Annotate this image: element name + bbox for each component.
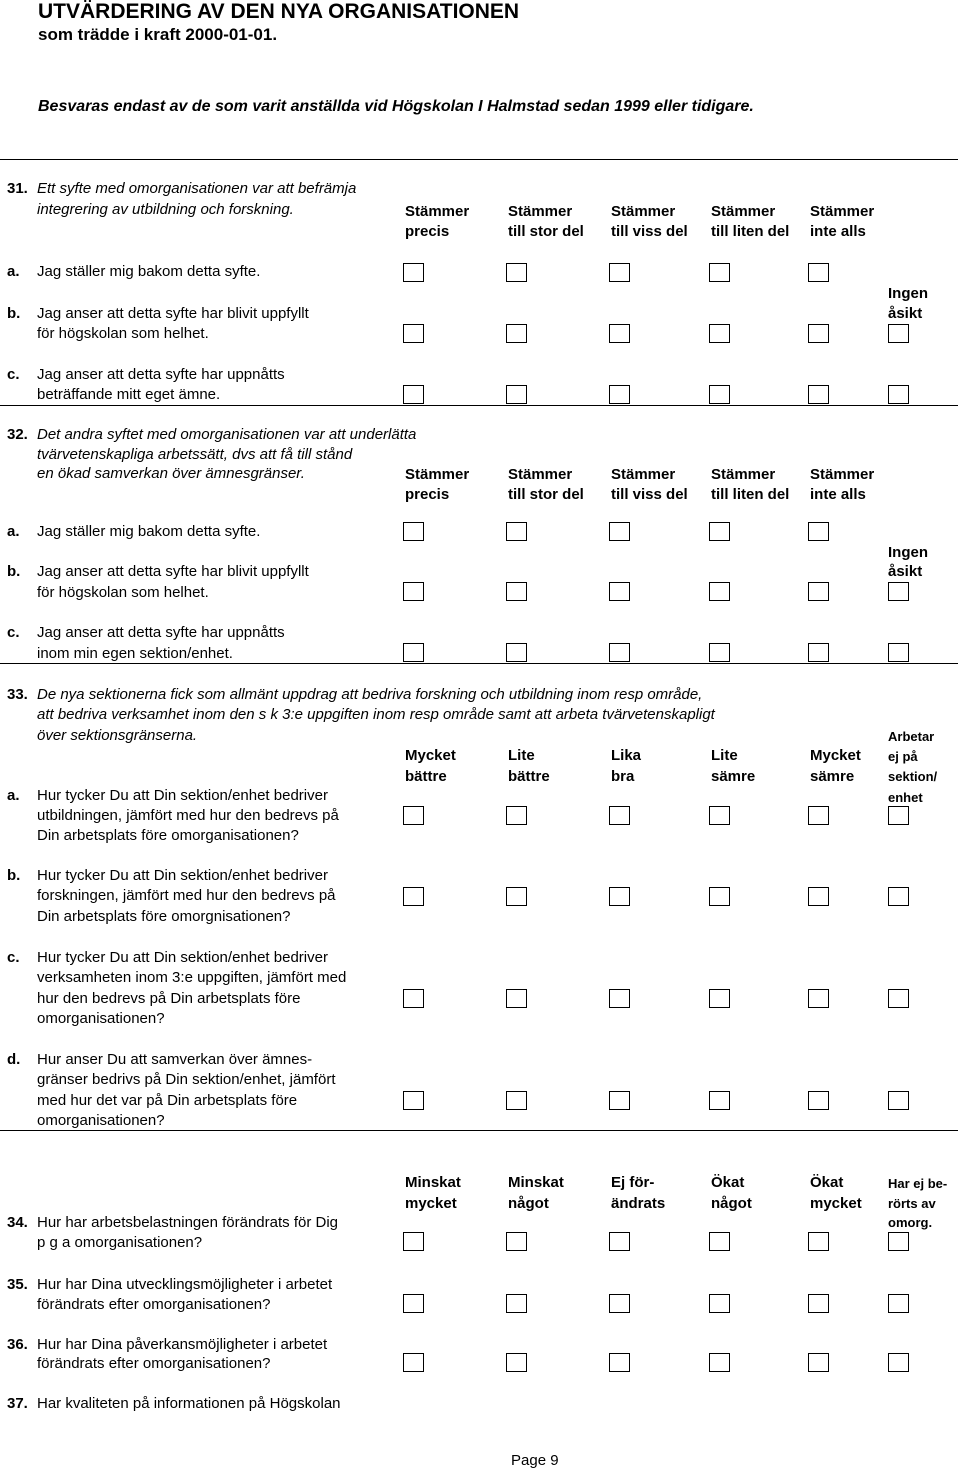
checkbox[interactable] <box>888 1353 909 1372</box>
checkbox[interactable] <box>506 582 527 601</box>
scale-header: inte alls <box>810 223 866 240</box>
checkbox[interactable] <box>609 1232 630 1251</box>
checkbox[interactable] <box>506 1091 527 1110</box>
item-label: c. <box>7 624 20 641</box>
checkbox[interactable] <box>808 582 829 601</box>
question-number: 34. <box>7 1214 28 1231</box>
question-text: Hur har Dina utvecklingsmöjligheter i arbetet <box>37 1276 333 1293</box>
checkbox[interactable] <box>403 582 424 601</box>
extra-header: sektion/ <box>888 769 938 784</box>
scale-header: bra <box>611 768 635 785</box>
item-text: hur den bedrevs på Din arbetsplats före <box>37 990 301 1007</box>
checkbox[interactable] <box>403 1294 424 1313</box>
checkbox[interactable] <box>609 522 630 541</box>
item-text: Jag anser att detta syfte har uppnåtts <box>37 624 285 641</box>
question-text: Ett syfte med omorganisationen var att befrämja <box>37 180 357 197</box>
checkbox[interactable] <box>888 1232 909 1251</box>
checkbox[interactable] <box>403 1091 424 1110</box>
checkbox[interactable] <box>709 324 730 343</box>
scale-header: Stämmer <box>810 203 875 220</box>
checkbox[interactable] <box>808 643 829 662</box>
checkbox[interactable] <box>403 1232 424 1251</box>
checkbox[interactable] <box>808 522 829 541</box>
scale-header: Stämmer <box>810 466 875 483</box>
checkbox[interactable] <box>808 989 829 1008</box>
question-text: Hur har arbetsbelastningen förändrats för Dig <box>37 1214 338 1231</box>
scale-header: Stämmer <box>711 203 776 220</box>
question-number: 36. <box>7 1336 28 1353</box>
scale-header: Minskat <box>508 1174 564 1191</box>
eligibility-notice: Besvaras endast av de som varit anställda vid Högskolan I Halmstad sedan 1999 eller tidigare. <box>38 98 754 115</box>
item-text: Hur tycker Du att Din sektion/enhet bedriver <box>37 867 328 884</box>
checkbox[interactable] <box>506 887 527 906</box>
scale-header: Ökat <box>711 1174 745 1191</box>
checkbox[interactable] <box>888 806 909 825</box>
checkbox[interactable] <box>709 806 730 825</box>
checkbox[interactable] <box>609 263 630 282</box>
question-number: 37. <box>7 1395 28 1412</box>
scale-header: Mycket <box>405 747 456 764</box>
checkbox[interactable] <box>506 1294 527 1313</box>
question-text: integrering av utbildning och forskning. <box>37 201 294 218</box>
item-text: Jag anser att detta syfte har blivit uppfyllt <box>37 563 309 580</box>
checkbox[interactable] <box>403 522 424 541</box>
item-text: verksamheten inom 3:e uppgiften, jämfört med <box>37 969 347 986</box>
item-label: d. <box>7 1051 21 1068</box>
item-text: utbildningen, jämfört med hur den bedrevs på <box>37 807 339 824</box>
checkbox[interactable] <box>609 324 630 343</box>
item-text: Jag ställer mig bakom detta syfte. <box>37 263 261 280</box>
scale-header: Stämmer <box>508 203 573 220</box>
checkbox[interactable] <box>609 989 630 1008</box>
checkbox[interactable] <box>506 1232 527 1251</box>
scale-header: Stämmer <box>611 466 676 483</box>
question-number: 32. <box>7 426 28 443</box>
checkbox[interactable] <box>506 806 527 825</box>
item-text: inom min egen sektion/enhet. <box>37 645 233 662</box>
question-text: De nya sektionerna fick som allmänt uppdrag att bedriva forskning och utbildning inom resp område, <box>37 686 703 703</box>
no-opinion-header: Ingen <box>888 544 928 561</box>
scale-header: Lite <box>711 747 738 764</box>
checkbox[interactable] <box>709 1353 730 1372</box>
divider <box>0 159 958 160</box>
extra-header: enhet <box>888 790 923 805</box>
item-label: b. <box>7 305 21 322</box>
checkbox[interactable] <box>609 887 630 906</box>
checkbox[interactable] <box>403 385 424 404</box>
scale-header: sämre <box>810 768 855 785</box>
checkbox[interactable] <box>506 324 527 343</box>
checkbox[interactable] <box>403 1353 424 1372</box>
checkbox[interactable] <box>403 324 424 343</box>
question-text: Hur har Dina påverkansmöjligheter i arbetet <box>37 1336 328 1353</box>
item-text: omorganisationen? <box>37 1112 165 1129</box>
item-text: Din arbetsplats före omorgnisationen? <box>37 908 291 925</box>
question-text: att bedriva verksamhet inom den s k 3:e uppgiften inom resp område samt att arbeta tvärvetenskapligt <box>37 706 715 723</box>
scale-header: precis <box>405 223 450 240</box>
checkbox[interactable] <box>609 385 630 404</box>
checkbox[interactable] <box>888 1294 909 1313</box>
scale-header: Lika <box>611 747 642 764</box>
scale-header: Stämmer <box>711 466 776 483</box>
checkbox[interactable] <box>888 385 909 404</box>
scale-header: Mycket <box>810 747 861 764</box>
item-text: Hur tycker Du att Din sektion/enhet bedriver <box>37 787 328 804</box>
scale-header: till viss del <box>611 223 688 240</box>
checkbox[interactable] <box>808 1232 829 1251</box>
scale-header: något <box>508 1195 549 1212</box>
question-text: tvärvetenskapliga arbetssätt, dvs att få till stånd <box>37 446 353 463</box>
page-number: Page 9 <box>511 1452 559 1469</box>
scale-header: Stämmer <box>611 203 676 220</box>
checkbox[interactable] <box>808 806 829 825</box>
checkbox[interactable] <box>506 1353 527 1372</box>
checkbox[interactable] <box>709 582 730 601</box>
scale-header: Ökat <box>810 1174 844 1191</box>
checkbox[interactable] <box>888 1091 909 1110</box>
checkbox[interactable] <box>506 522 527 541</box>
checkbox[interactable] <box>808 1294 829 1313</box>
checkbox[interactable] <box>506 643 527 662</box>
item-text: för högskolan som helhet. <box>37 584 209 601</box>
checkbox[interactable] <box>609 806 630 825</box>
page-title: UTVÄRDERING AV DEN NYA ORGANISATIONEN <box>38 0 520 23</box>
scale-header: sämre <box>711 768 756 785</box>
checkbox[interactable] <box>506 989 527 1008</box>
checkbox[interactable] <box>403 643 424 662</box>
item-text: Jag anser att detta syfte har blivit uppfyllt <box>37 305 309 322</box>
question-text: förändrats efter omorganisationen? <box>37 1296 271 1313</box>
scale-header: Stämmer <box>405 203 470 220</box>
item-label: c. <box>7 949 20 966</box>
question-text: över sektionsgränserna. <box>37 727 198 744</box>
checkbox[interactable] <box>888 887 909 906</box>
item-text: för högskolan som helhet. <box>37 325 209 342</box>
item-text: Hur anser Du att samverkan över ämnes- <box>37 1051 313 1068</box>
checkbox[interactable] <box>403 989 424 1008</box>
item-label: a. <box>7 523 20 540</box>
item-text: Jag anser att detta syfte har uppnåtts <box>37 366 285 383</box>
checkbox[interactable] <box>888 643 909 662</box>
item-label: a. <box>7 263 20 280</box>
scale-header: Ej för- <box>611 1174 655 1191</box>
item-label: b. <box>7 867 21 884</box>
checkbox[interactable] <box>808 385 829 404</box>
scale-header: till liten del <box>711 486 790 503</box>
no-opinion-header: åsikt <box>888 305 923 322</box>
scale-header: precis <box>405 486 450 503</box>
checkbox[interactable] <box>709 263 730 282</box>
scale-header: mycket <box>405 1195 457 1212</box>
extra-header: rörts av <box>888 1196 936 1211</box>
checkbox[interactable] <box>808 1353 829 1372</box>
item-text: Din arbetsplats före omorganisationen? <box>37 827 299 844</box>
question-text: en ökad samverkan över ämnesgränser. <box>37 465 305 482</box>
scale-header: inte alls <box>810 486 866 503</box>
question-text: förändrats efter omorganisationen? <box>37 1355 271 1372</box>
extra-header: Arbetar <box>888 729 935 744</box>
page-subtitle: som trädde i kraft 2000-01-01. <box>38 25 278 44</box>
scale-header: Stämmer <box>405 466 470 483</box>
divider <box>0 663 958 664</box>
no-opinion-header: åsikt <box>888 563 923 580</box>
checkbox[interactable] <box>609 582 630 601</box>
question-text: Har kvaliteten på informationen på Högskolan <box>37 1395 341 1412</box>
checkbox[interactable] <box>888 989 909 1008</box>
question-number: 33. <box>7 686 28 703</box>
item-text: omorganisationen? <box>37 1010 165 1027</box>
no-opinion-header: Ingen <box>888 285 928 302</box>
extra-header: omorg. <box>888 1215 933 1230</box>
scale-header: Stämmer <box>508 466 573 483</box>
checkbox[interactable] <box>609 643 630 662</box>
scale-header: till liten del <box>711 223 790 240</box>
extra-header: ej på <box>888 749 918 764</box>
item-text: gränser bedrivs på Din sektion/enhet, jämfört <box>37 1071 336 1088</box>
item-label: b. <box>7 563 21 580</box>
checkbox[interactable] <box>403 806 424 825</box>
question-number: 31. <box>7 180 28 197</box>
checkbox[interactable] <box>709 1294 730 1313</box>
scale-header: Lite <box>508 747 535 764</box>
scale-header: mycket <box>810 1195 862 1212</box>
item-text: beträffande mitt eget ämne. <box>37 386 221 403</box>
checkbox[interactable] <box>506 385 527 404</box>
divider <box>0 1130 958 1131</box>
checkbox[interactable] <box>808 263 829 282</box>
scale-header: bättre <box>508 768 550 785</box>
checkbox[interactable] <box>709 643 730 662</box>
checkbox[interactable] <box>709 522 730 541</box>
checkbox[interactable] <box>709 887 730 906</box>
extra-header: Har ej be- <box>888 1176 948 1191</box>
checkbox[interactable] <box>808 887 829 906</box>
item-text: Jag ställer mig bakom detta syfte. <box>37 523 261 540</box>
item-label: c. <box>7 366 20 383</box>
checkbox[interactable] <box>709 1232 730 1251</box>
question-number: 35. <box>7 1276 28 1293</box>
item-label: a. <box>7 787 20 804</box>
item-text: med hur det var på Din arbetsplats före <box>37 1092 298 1109</box>
checkbox[interactable] <box>709 385 730 404</box>
scale-header: något <box>711 1195 752 1212</box>
item-text: Hur tycker Du att Din sektion/enhet bedriver <box>37 949 328 966</box>
checkbox[interactable] <box>888 582 909 601</box>
checkbox[interactable] <box>403 263 424 282</box>
scale-header: ändrats <box>611 1195 666 1212</box>
checkbox[interactable] <box>609 1353 630 1372</box>
scale-header: bättre <box>405 768 447 785</box>
checkbox[interactable] <box>709 1091 730 1110</box>
question-text: Det andra syftet med omorganisationen var att underlätta <box>37 426 417 443</box>
checkbox[interactable] <box>609 1091 630 1110</box>
checkbox[interactable] <box>403 887 424 906</box>
checkbox[interactable] <box>609 1294 630 1313</box>
scale-header: till viss del <box>611 486 688 503</box>
checkbox[interactable] <box>808 1091 829 1110</box>
scale-header: till stor del <box>508 223 584 240</box>
scale-header: Minskat <box>405 1174 461 1191</box>
scale-header: till stor del <box>508 486 584 503</box>
divider <box>0 405 958 406</box>
checkbox[interactable] <box>808 324 829 343</box>
question-text: p g a omorganisationen? <box>37 1234 203 1251</box>
checkbox[interactable] <box>506 263 527 282</box>
checkbox[interactable] <box>709 989 730 1008</box>
item-text: forskningen, jämfört med hur den bedrevs på <box>37 887 336 904</box>
checkbox[interactable] <box>888 324 909 343</box>
